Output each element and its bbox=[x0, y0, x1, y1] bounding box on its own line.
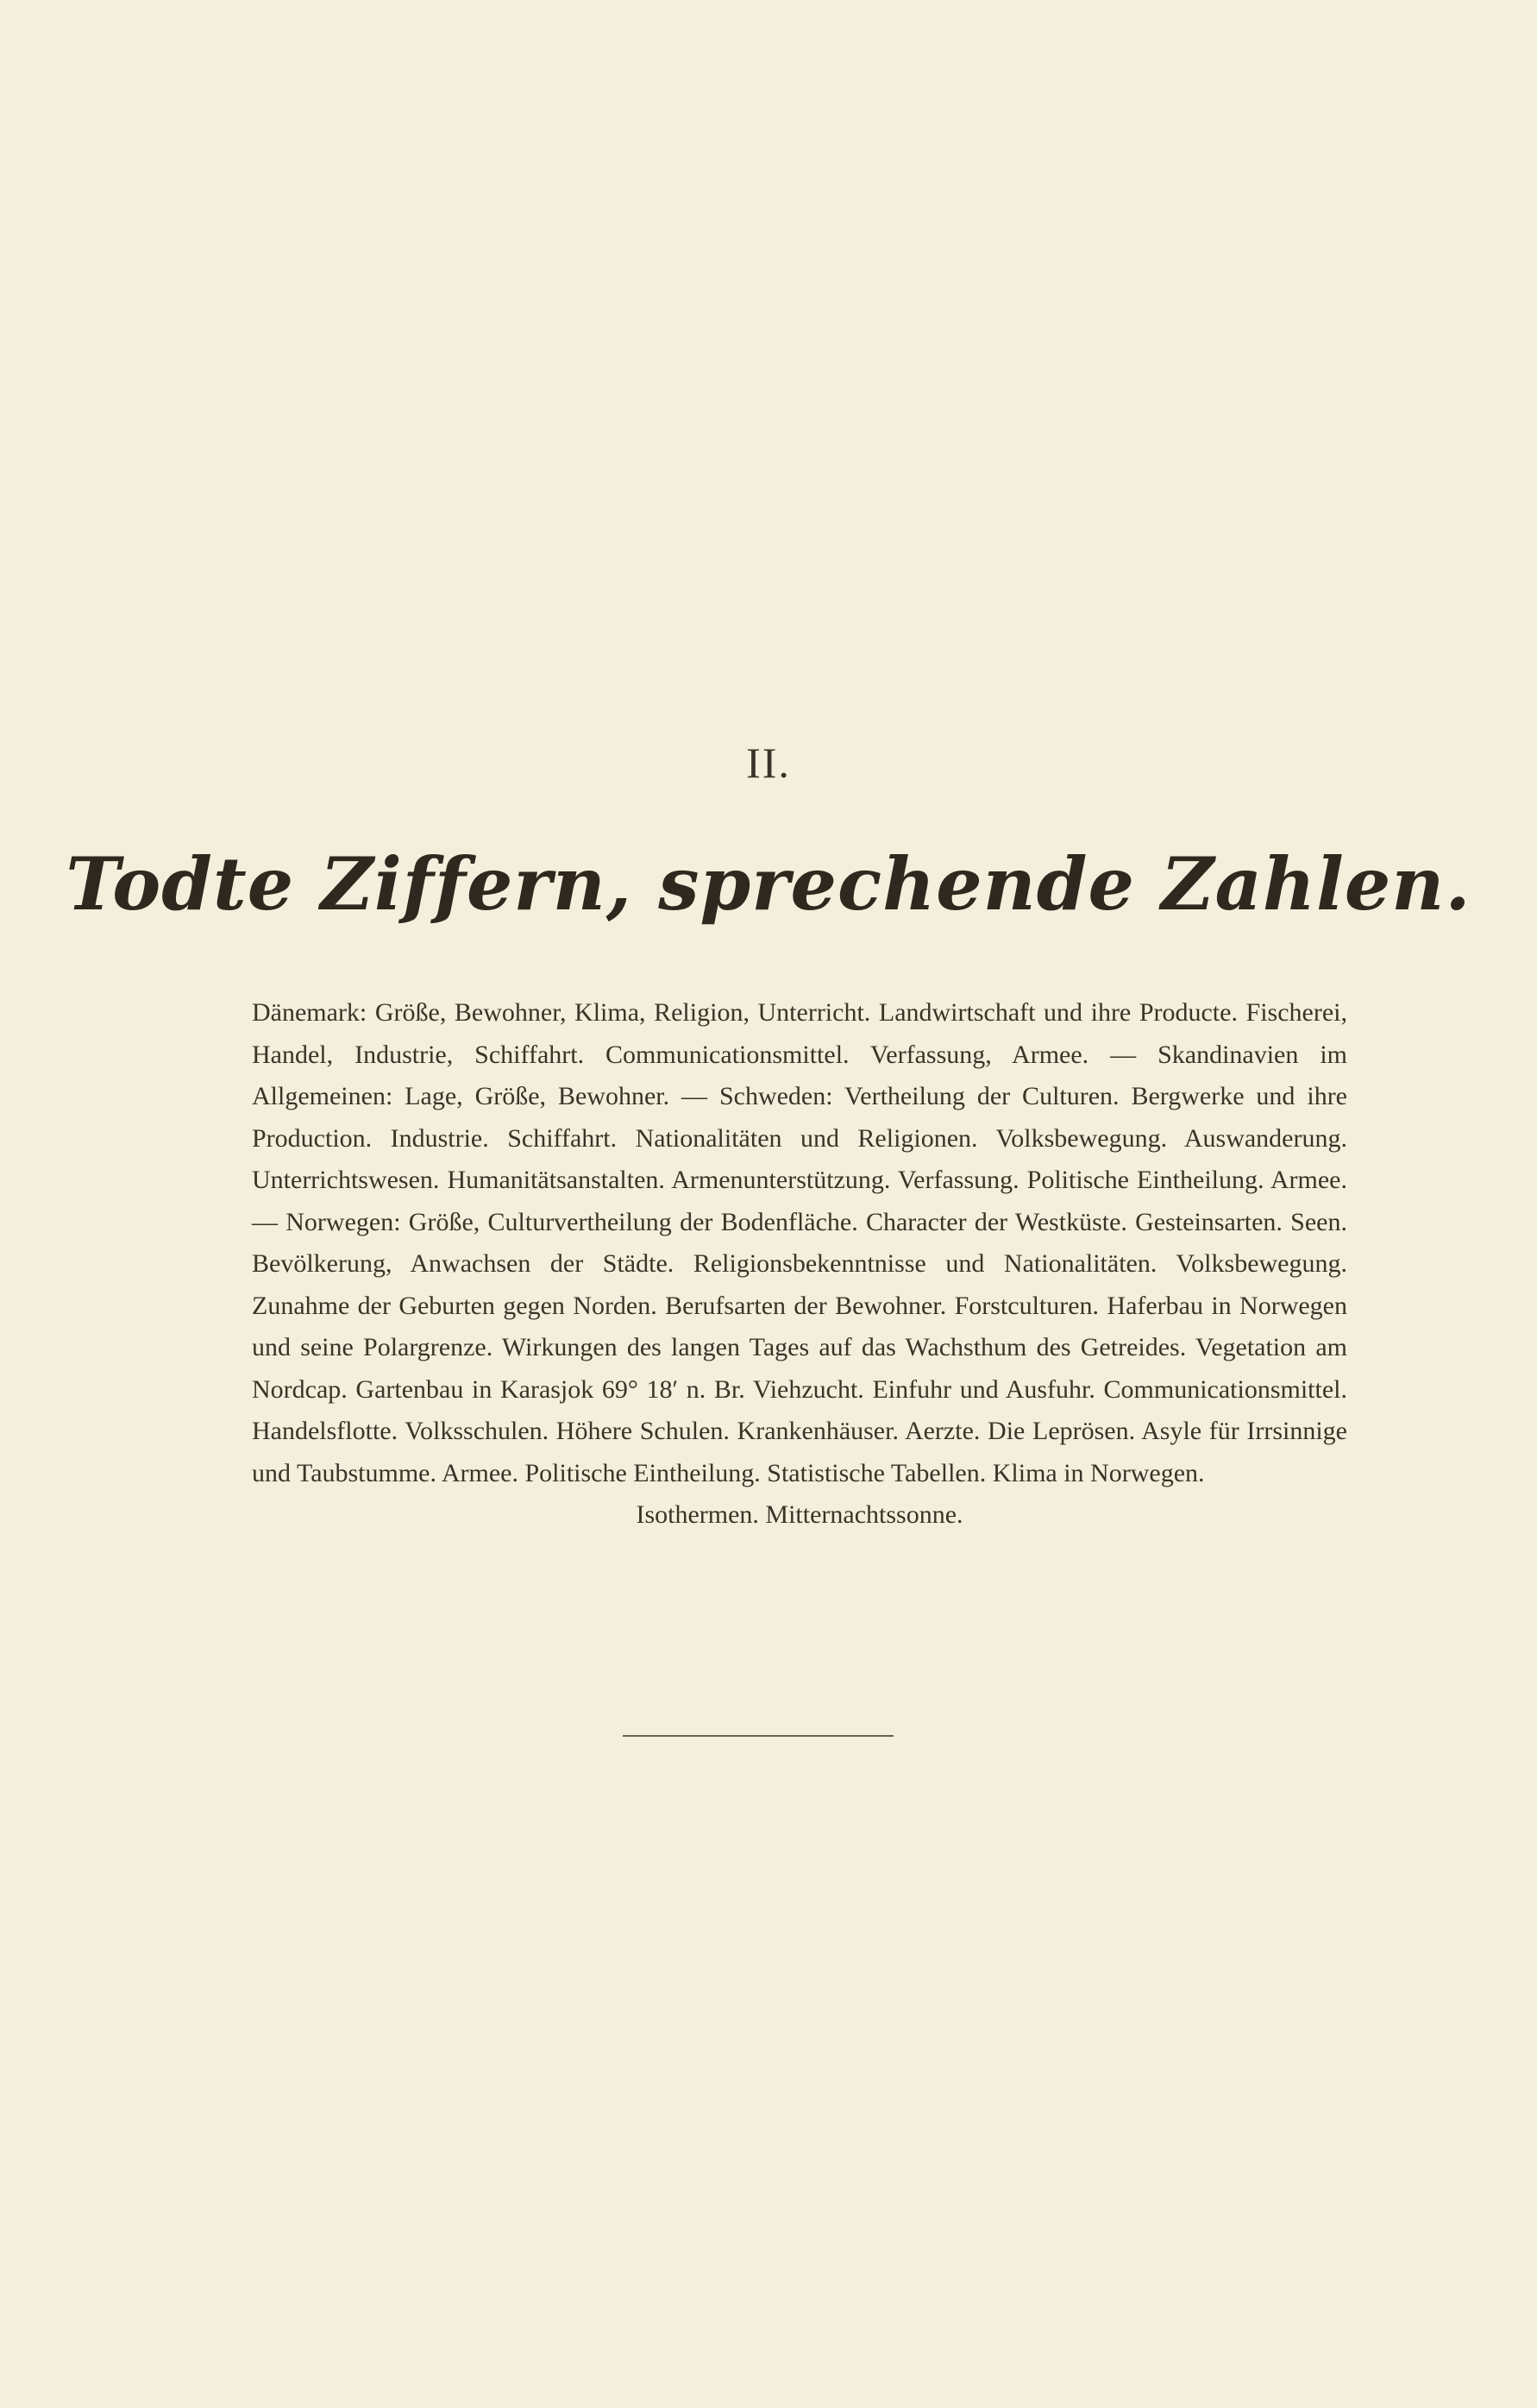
separator-rule bbox=[623, 1735, 894, 1737]
chapter-number: II. bbox=[746, 739, 791, 787]
summary-last-line: Isothermen. Mitternachtssonne. bbox=[636, 1500, 963, 1529]
chapter-summary bbox=[252, 992, 1347, 1537]
summary-text: Dänemark: Größe, Bewohner, Klima, Religion, Unterricht. Landwirtschaft und ihre Producte. Fischerei, Handel, Industrie, Schiffahrt. Communicationsmittel. Verfassung, Armee. — Skandinavien im Allgemeinen: Lage, Größe, Bewohner. — Schweden: Vertheilung der Culturen. Bergwerke und ihre Production. Industrie. Schiffahrt. Nationalitäten und Religionen. Volksbewegung. Auswanderung. Unterrichtswesen. Humanitätsanstalten. Armenunterstützung. Verfassung. Politische Eintheilung. Armee. — Norwegen: Größe, Culturvertheilung der Bodenfläche. Character der Westküste. Gesteinsarten. Seen. Bevölkerung, Anwachsen der Städte. Religionsbekenntnisse und Nationalitäten. Volksbewegung. Zunahme der Geburten gegen Norden. Berufsarten der Bewohner. Forstculturen. Haferbau in Norwegen und seine Polargrenze. Wirkungen des langen Tages auf das Wachsthum des Getreides. Vegetation am Nordcap. Gartenbau in Karasjok 69° 18′ n. Br. Viehzucht. Einfuhr und Ausfuhr. Communicationsmittel. Handelsflotte. Volksschulen. Höhere Schulen. Krankenhäuser. Aerzte. Die Leprösen. Asyle für Irrsinnige und Taubstumme. Armee. Politische Eintheilung. Statistische Tabellen. Klima in Norwegen. bbox=[252, 998, 1347, 1487]
chapter-title: Todte Ziffern, sprechende Zahlen. bbox=[66, 841, 1471, 927]
